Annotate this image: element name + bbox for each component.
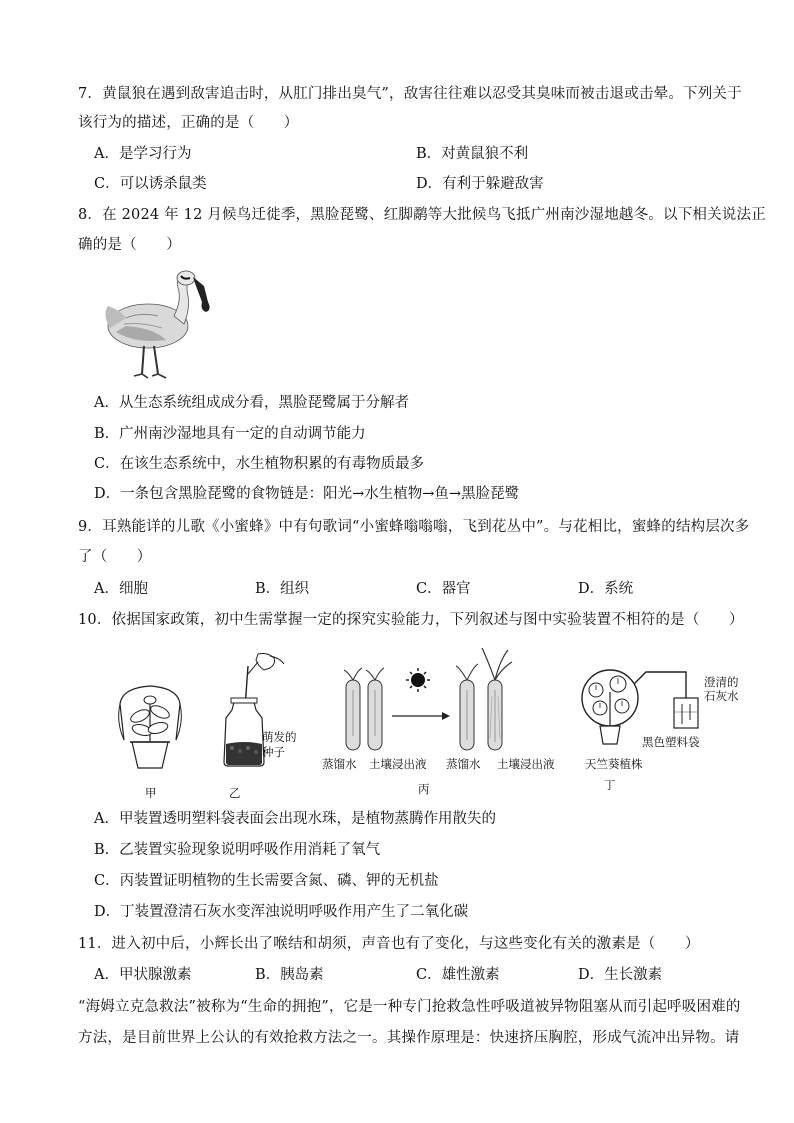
q11-option-b: B．胰岛素 <box>255 967 324 983</box>
q7-stem-line1: 7．黄鼠狼在遇到敌害追击时，从肛门排出臭气”，敌害往往难以忍受其臭味而被击退或击晕。下列关于 <box>78 86 742 102</box>
q11-option-a: A．甲状腺激素 <box>94 967 192 983</box>
passage-line1: “海姆立克急救法”被称为“生命的拥抱”，它是一种专门抢救急性呼吸道被异物阻塞从而引起呼吸困难的 <box>78 999 741 1015</box>
label-limewater-line2: 石灰水 <box>704 689 739 703</box>
apparatus-yi-image <box>214 652 294 780</box>
q9-stem-line2: 了（ ） <box>78 549 152 565</box>
q9-option-c: C．器官 <box>416 581 471 597</box>
q10-option-a: A．甲装置透明塑料袋表面会出现水珠，是植物蒸腾作用散失的 <box>94 811 496 827</box>
label-soil-extract-before: 土壤浸出液 <box>369 757 427 771</box>
q8-stem-line2: 确的是（ ） <box>78 237 181 253</box>
label-bing: 丙 <box>418 782 430 796</box>
label-germinating-line2: 种子 <box>262 745 285 759</box>
q8-stem-line1: 8．在 2024 年 12 月候鸟迁徙季，黑脸琵鹭、红脚鹬等大批候鸟飞抵广州南沙湿地越冬。以下相关说法正 <box>78 207 766 223</box>
label-jia: 甲 <box>145 786 157 800</box>
q10-option-d: D．丁装置澄清石灰水变浑浊说明呼吸作用产生了二氧化碳 <box>94 904 469 920</box>
q9-stem-line1: 9．耳熟能详的儿歌《小蜜蜂》中有句歌词“小蜜蜂嗡嗡嗡，飞到花丛中”。与花相比，蜜蜂的结构层次多 <box>78 519 750 535</box>
q11-option-c: C．雄性激素 <box>416 967 500 983</box>
q10-option-b: B．乙装置实验现象说明呼吸作用消耗了氧气 <box>94 842 381 858</box>
label-distilled-water-after: 蒸馏水 <box>446 757 481 771</box>
label-germinating-line1: 萌发的 <box>262 730 297 744</box>
q9-option-b: B．组织 <box>255 581 310 597</box>
spoonbill-image <box>96 266 220 386</box>
q8-option-c: C．在该生态系统中，水生植物积累的有毒物质最多 <box>94 456 425 472</box>
q8-option-a: A．从生态系统组成成分看，黑脸琵鹭属于分解者 <box>94 395 409 411</box>
apparatus-jia-image <box>112 682 190 774</box>
q11-option-d: D．生长激素 <box>578 967 663 983</box>
q7-option-d: D．有利于躲避敌害 <box>416 176 544 192</box>
label-soil-extract-after: 土壤浸出液 <box>497 757 555 771</box>
label-limewater-line1: 澄清的 <box>704 675 739 689</box>
passage-line2: 方法，是目前世界上公认的有效抢救方法之一。其操作原理是：快速挤压胸腔，形成气流冲出异物。请 <box>78 1030 740 1046</box>
label-geranium-plant: 天竺葵植株 <box>585 757 643 771</box>
label-yi: 乙 <box>229 786 241 800</box>
q7-option-b: B．对黄鼠狼不利 <box>416 146 529 162</box>
q7-option-c: C．可以诱杀鼠类 <box>94 176 207 192</box>
q7-option-a: A．是学习行为 <box>94 146 192 162</box>
q8-option-b: B．广州南沙湿地具有一定的自动调节能力 <box>94 426 366 442</box>
q9-option-d: D．系统 <box>578 581 634 597</box>
q11-stem-line1: 11．进入初中后，小辉长出了喉结和胡须，声音也有了变化，与这些变化有关的激素是（ ） <box>78 936 700 952</box>
label-distilled-water-before: 蒸馏水 <box>322 757 357 771</box>
apparatus-bing-image <box>330 646 548 756</box>
q7-stem-line2: 该行为的描述，正确的是（ ） <box>78 115 299 131</box>
label-black-plastic-bag: 黑色塑料袋 <box>642 735 700 749</box>
q10-stem-line1: 10．依据国家政策，初中生需掌握一定的探究实验能力，下列叙述与图中实验装置不相符的是（ ） <box>78 612 744 628</box>
q8-option-d: D．一条包含黑脸琵鹭的食物链是：阳光→水生植物→鱼→黑脸琵鹭 <box>94 486 520 502</box>
q10-option-c: C．丙装置证明植物的生长需要含氮、磷、钾的无机盐 <box>94 873 439 889</box>
label-ding: 丁 <box>604 778 616 792</box>
q9-option-a: A．细胞 <box>94 581 148 597</box>
